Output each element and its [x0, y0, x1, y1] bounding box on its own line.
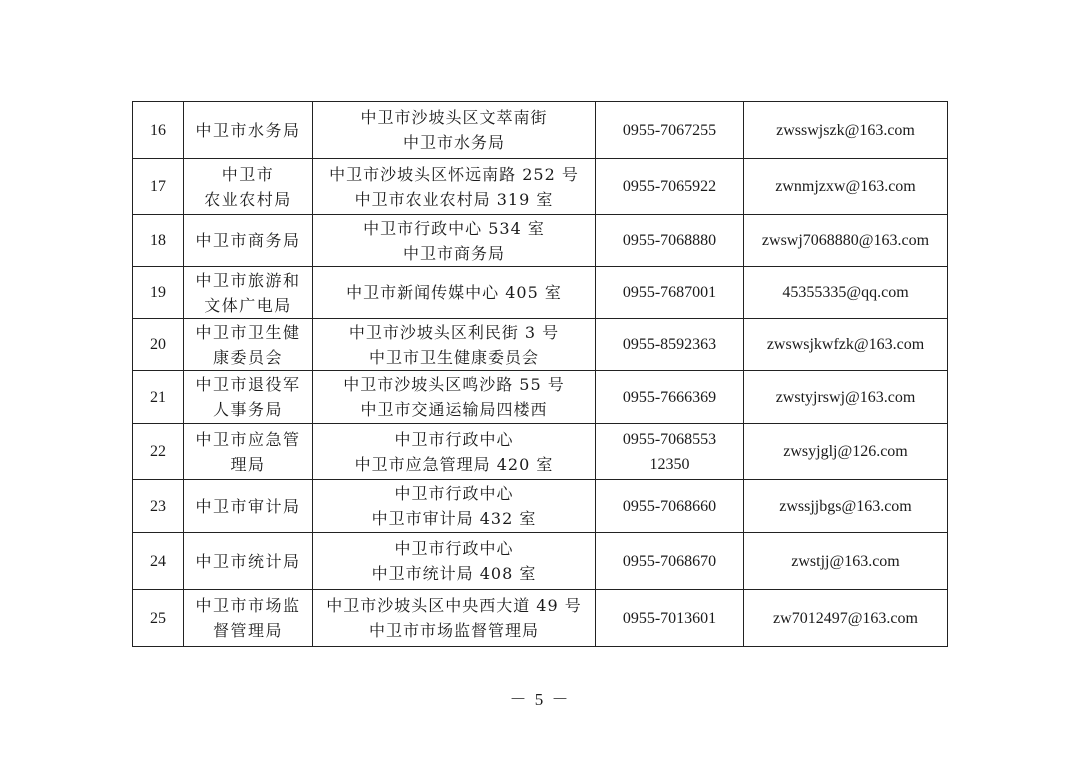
unit-name-line: 中卫市统计局: [195, 551, 301, 571]
row-number-cell: [133, 371, 184, 424]
page-number: － 5 －: [509, 690, 571, 709]
unit-name-line: 中卫市应急管: [195, 429, 301, 449]
email-cell: [744, 533, 948, 590]
table-row: [133, 533, 948, 590]
row-number-text: 16: [150, 121, 166, 139]
row-number-cell: [133, 159, 184, 215]
address-line: 中卫市沙坡头区怀远南路 252 号: [329, 164, 579, 184]
unit-name-cell: [184, 590, 313, 647]
address-line: 中卫市水务局: [402, 133, 505, 152]
table-row: [133, 590, 948, 647]
address-cell: [313, 319, 596, 371]
table-row: [133, 424, 948, 480]
unit-name-line: 中卫市卫生健: [195, 322, 301, 342]
email-text: zwstjj@163.com: [791, 552, 900, 570]
unit-name-line: 中卫市审计局: [195, 496, 301, 516]
address-line: 中卫市市场监督管理局: [368, 621, 539, 640]
address-line: 中卫市应急管理局 420 室: [354, 454, 554, 474]
email-text: 45355335@qq.com: [782, 284, 909, 301]
address-line: 中卫市行政中心 534 室: [363, 218, 545, 238]
phone-line: 0955-7067255: [622, 121, 717, 139]
row-number-text: 23: [150, 497, 166, 515]
table-row: [133, 480, 948, 533]
phone-cell: [596, 159, 744, 215]
unit-name-line: 理局: [230, 454, 266, 474]
table-row: [133, 215, 948, 267]
address-line: 中卫市沙坡头区鸣沙路 55 号: [343, 375, 565, 394]
row-number-cell: [133, 267, 184, 319]
email-cell: [744, 424, 948, 480]
address-cell: [313, 159, 596, 215]
row-number-text: 21: [150, 388, 166, 406]
unit-name-line: 人事务局: [212, 400, 283, 419]
phone-cell: [596, 319, 744, 371]
table-row: [133, 319, 948, 371]
table-row: [133, 159, 948, 215]
phone-line: 12350: [649, 455, 690, 473]
address-cell: [313, 215, 596, 267]
email-text: zw7012497@163.com: [773, 609, 918, 627]
unit-name-cell: [184, 424, 313, 480]
phone-cell: [596, 102, 744, 159]
unit-name-line: 中卫市退役军: [195, 375, 301, 394]
email-text: zwsswjszk@163.com: [776, 121, 915, 139]
address-line: 中卫市行政中心: [394, 429, 514, 449]
row-number-text: 20: [150, 336, 166, 353]
table-body: [133, 102, 948, 647]
address-line: 中卫市卫生健康委员会: [368, 347, 539, 367]
address-line: 中卫市商务局: [402, 243, 505, 263]
unit-name-line: 督管理局: [212, 621, 283, 640]
address-line: 中卫市统计局 408 室: [371, 564, 537, 583]
row-number-text: 17: [150, 178, 166, 195]
phone-line: 0955-8592363: [622, 336, 717, 353]
email-text: zwswsjkwfzk@163.com: [766, 336, 925, 353]
unit-name-cell: [184, 480, 313, 533]
address-cell: [313, 102, 596, 159]
unit-name-cell: [184, 159, 313, 215]
address-line: 中卫市农业农村局 319 室: [354, 189, 554, 209]
address-line: 中卫市交通运输局四楼西: [360, 400, 548, 419]
row-number-text: 19: [150, 284, 166, 301]
address-cell: [313, 590, 596, 647]
unit-name-line: 文体广电局: [204, 295, 292, 315]
address-cell: [313, 533, 596, 590]
unit-name-line: 康委员会: [212, 347, 283, 367]
unit-name-line: 农业农村局: [204, 189, 292, 209]
address-line: 中卫市审计局 432 室: [371, 509, 537, 528]
row-number-text: 25: [150, 609, 166, 627]
row-number-cell: [133, 533, 184, 590]
unit-name-cell: [184, 319, 313, 371]
phone-cell: [596, 533, 744, 590]
contact-directory-table: [132, 101, 948, 647]
email-cell: [744, 319, 948, 371]
unit-name-line: 中卫市水务局: [195, 120, 301, 140]
email-text: zwstyjrswj@163.com: [775, 388, 916, 406]
row-number-cell: [133, 590, 184, 647]
phone-line: 0955-7068553: [622, 430, 717, 448]
address-line: 中卫市行政中心: [394, 539, 514, 558]
unit-name-line: 中卫市旅游和: [195, 270, 301, 290]
unit-name-line: 中卫市商务局: [195, 231, 301, 250]
email-text: zwnmjzxw@163.com: [775, 178, 916, 195]
phone-line: 0955-7068880: [622, 232, 717, 249]
row-number-cell: [133, 319, 184, 371]
unit-name-cell: [184, 533, 313, 590]
row-number-text: 22: [150, 443, 166, 460]
row-number-cell: [133, 424, 184, 480]
email-cell: [744, 590, 948, 647]
address-line: 中卫市新闻传媒中心 405 室: [346, 283, 562, 302]
email-cell: [744, 371, 948, 424]
address-line: 中卫市沙坡头区利民街 3 号: [348, 322, 560, 342]
phone-cell: [596, 590, 744, 647]
phone-cell: [596, 371, 744, 424]
email-cell: [744, 102, 948, 159]
address-cell: [313, 480, 596, 533]
unit-name-line: 中卫市市场监: [195, 596, 301, 615]
phone-cell: [596, 480, 744, 533]
row-number-cell: [133, 215, 184, 267]
phone-line: 0955-7687001: [622, 284, 717, 301]
phone-line: 0955-7065922: [622, 178, 717, 195]
email-cell: [744, 215, 948, 267]
table-row: [133, 371, 948, 424]
address-line: 中卫市沙坡头区文萃南街: [360, 108, 548, 127]
email-cell: [744, 159, 948, 215]
address-line: 中卫市沙坡头区中央西大道 49 号: [326, 596, 582, 615]
row-number-cell: [133, 102, 184, 159]
email-text: zwswj7068880@163.com: [761, 232, 930, 249]
phone-line: 0955-7068670: [622, 552, 717, 570]
table-row: [133, 267, 948, 319]
unit-name-cell: [184, 371, 313, 424]
address-cell: [313, 424, 596, 480]
row-number-cell: [133, 480, 184, 533]
address-line: 中卫市行政中心: [394, 484, 514, 503]
phone-cell: [596, 424, 744, 480]
phone-line: 0955-7068660: [622, 497, 717, 515]
row-number-text: 24: [150, 552, 166, 570]
row-number-text: 18: [150, 232, 166, 249]
unit-name-cell: [184, 215, 313, 267]
address-cell: [313, 267, 596, 319]
email-text: zwssjjbgs@163.com: [779, 497, 912, 515]
unit-name-line: 中卫市: [221, 164, 275, 184]
phone-cell: [596, 267, 744, 319]
email-text: zwsyjglj@126.com: [783, 443, 908, 460]
email-cell: [744, 480, 948, 533]
phone-line: 0955-7666369: [622, 388, 717, 406]
address-cell: [313, 371, 596, 424]
phone-cell: [596, 215, 744, 267]
phone-line: 0955-7013601: [622, 609, 717, 627]
table-row: [133, 102, 948, 159]
unit-name-cell: [184, 267, 313, 319]
unit-name-cell: [184, 102, 313, 159]
email-cell: [744, 267, 948, 319]
